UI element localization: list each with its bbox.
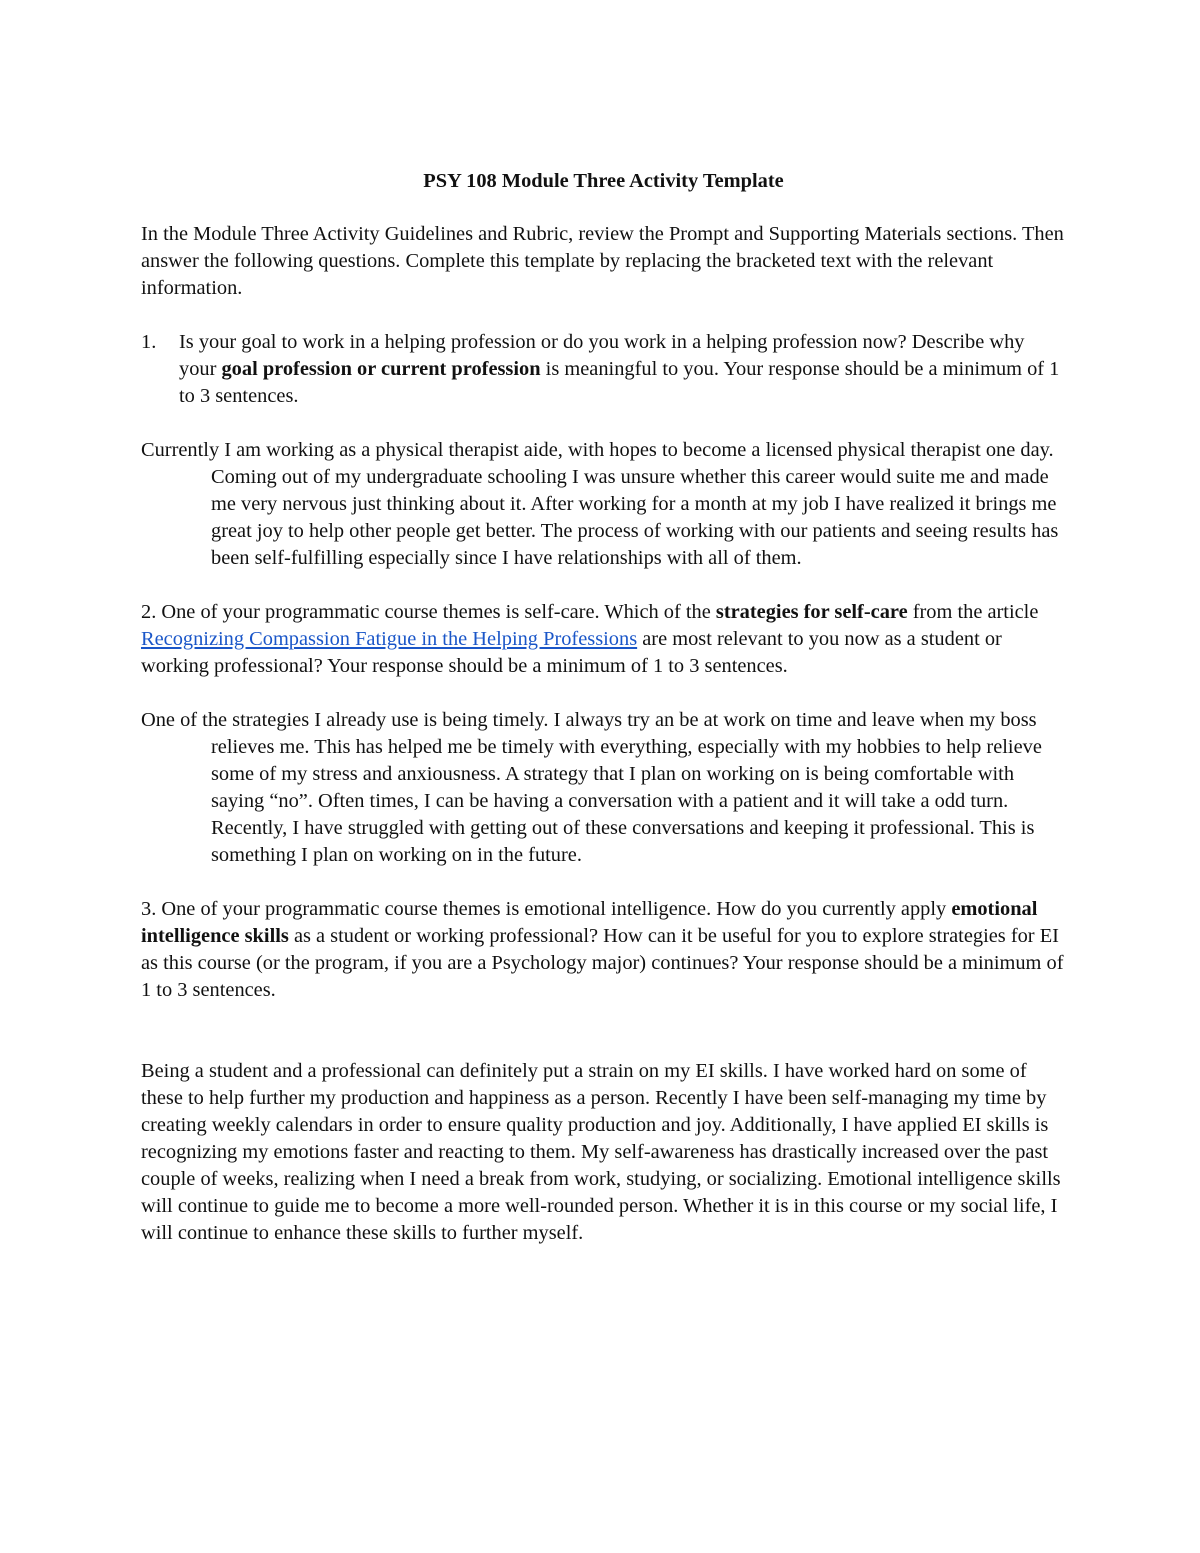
question-2-part1: 2. One of your programmatic course themes is self-care. Which of the (141, 601, 716, 623)
question-1-number: 1. (141, 331, 157, 353)
compassion-fatigue-article-link[interactable]: Recognizing Compassion Fatigue in the Helping Professions (141, 628, 638, 650)
answer-1[interactable]: Currently I am working as a physical therapist aide, with hopes to become a licensed physical therapist one day. Coming out of my undergraduate schooling I was unsure whether this career would suite me and made me very nervous just thinking about it. After working for a month at my job I have realized it brings me great joy to help other people get better. The process of working with our patients and seeing results has been self-fulfilling especially since I have relationships with all of them. (141, 439, 1059, 569)
question-1-part1: Is your goal to work in a helping profession or do you work in a helping profession now? Describe why your (179, 331, 1025, 380)
question-2 (141, 599, 1066, 680)
question-1 (141, 329, 1066, 410)
answer-2[interactable]: One of the strategies I already use is being timely. I always try an be at work on time and leave when my boss relieves me. This has helped me be timely with everything, especially with my hobbies to help relieve some of my stress and anxiousness. A strategy that I plan on working on is being comfortable with saying “no”. Often times, I can be having a conversation with a patient and it will take a odd turn. Recently, I have struggled with getting out of these conversations and keeping it professional. This is something I plan on working on in the future. (141, 709, 1042, 866)
question-2-bold: strategies for self-care (715, 601, 908, 623)
question-2-part2: from the article (907, 601, 1039, 623)
question-3-part1: 3. One of your programmatic course themes is emotional intelligence. How do you currently apply (141, 898, 952, 920)
document-page (141, 168, 1066, 1247)
answer-3[interactable]: Being a student and a professional can definitely put a strain on my EI skills. I have worked hard on some of these to help further my production and happiness as a person. Recently I have been self-managing my time by creating weekly calendars in order to ensure quality production and joy. Additionally, I have applied EI skills is recognizing my emotions faster and reacting to them. My self-awareness has drastically increased over the past couple of weeks, realizing when I need a break from work, studying, or socializing. Emotional intelligence skills will continue to guide me to become a more well-rounded person. Whether it is in this course or my social life, I will continue to enhance these skills to further myself. (141, 1060, 1061, 1244)
question-1-text (179, 329, 1066, 410)
question-3-bold: emotional intelligence skills (141, 898, 1038, 947)
question-3 (141, 896, 1066, 1004)
question-1-bold: goal profession or current profession (221, 358, 541, 380)
document-title: PSY 108 Module Three Activity Template (423, 170, 784, 192)
question-3-part2: as a student or working professional? How can it be useful for you to explore strategies for EI as this course (or the program, if you are a Psychology major) continues? Your response should be a minimum of 1 to 3 sentences. (141, 925, 1064, 1001)
question-1-part2: is meaningful to you. Your response should be a minimum of 1 to 3 sentences. (179, 358, 1060, 407)
intro-paragraph: In the Module Three Activity Guidelines and Rubric, review the Prompt and Supporting Materials sections. Then answer the following questions. Complete this template by replacing the bracketed text with the relevant information. (141, 223, 1064, 299)
question-2-part3: are most relevant to you now as a student or working professional? Your response should be a minimum of 1 to 3 sentences. (141, 628, 1002, 677)
